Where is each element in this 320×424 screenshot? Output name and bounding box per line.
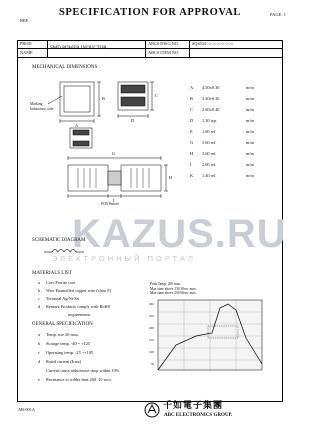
material-text: requirements xyxy=(68,312,91,317)
mechanical-heading: MECHANICAL DIMENSIONS xyxy=(32,65,98,70)
material-text: Remark Products comply with RoHS' xyxy=(46,304,111,309)
name-label: NAME xyxy=(20,49,33,55)
dim-key: I xyxy=(190,162,192,167)
item-label: ABCS ITEM NO. xyxy=(148,49,180,55)
dim-letter-d: D xyxy=(131,118,135,123)
dim-unit: m/m xyxy=(246,96,254,101)
y-tick: 150 xyxy=(149,338,154,342)
dim-value: 5.60 ref. xyxy=(202,140,217,145)
dim-letter-h: H xyxy=(169,175,173,180)
spec-text: Rated current (Irms) xyxy=(46,359,82,364)
general-heading: GENERAL SPECIFICATION xyxy=(32,322,93,327)
company-name-en: ABC ELECTRONICS GROUP. xyxy=(164,413,233,418)
page-number: PAGE: 1 xyxy=(270,12,286,17)
reflow-legend-line: Max time above 230 30sec max. xyxy=(150,286,197,291)
dim-value: 1.40 ref. xyxy=(202,173,217,178)
product-name: SMD POWER INDUCTOR xyxy=(50,46,107,51)
y-tick: 200 xyxy=(149,326,154,330)
schematic-heading: SCHEMATIC DIAGRAM xyxy=(32,238,86,243)
pcb-pattern-label: PCB Pattern xyxy=(101,202,119,206)
dim-key: E xyxy=(190,129,193,134)
dwg-label: ABCS DWG NO. xyxy=(148,41,179,46)
prod-label: PROD. xyxy=(20,41,33,46)
material-key: c xyxy=(38,296,40,301)
spec-key: d xyxy=(38,359,41,364)
dim-value: 1.60 ref. xyxy=(202,129,217,134)
spec-text: Resistance to solder heat 260 .10 secs. xyxy=(46,377,112,382)
dim-value: 4.50±0.30 xyxy=(202,85,220,90)
material-text: Terminal Ag/Ni/Sn xyxy=(46,296,79,301)
watermark-subtitle: ЭЛЕКТРОННЫЙ ПОРТАЛ xyxy=(52,254,196,263)
dim-letter-i: I xyxy=(113,198,115,203)
dwg-value: SQ4532○○○○○○○-○○○ xyxy=(192,41,234,46)
dim-letter-g: G xyxy=(112,151,116,156)
dim-letter-a: A xyxy=(75,123,79,128)
dim-unit: m/m xyxy=(246,162,254,167)
dim-letter-c: C xyxy=(155,93,158,98)
document-title: SPECIFICATION FOR APPROVAL xyxy=(58,7,242,18)
dim-unit: m/m xyxy=(246,129,254,134)
ref-label: REF : xyxy=(20,18,31,23)
spec-text: Temp. rise 20 max. xyxy=(46,332,79,337)
dim-unit: m/m xyxy=(246,173,254,178)
dim-value: 2.60±0.40 xyxy=(202,107,220,112)
y-tick: 100 xyxy=(149,350,154,354)
spec-text: Storage temp. -40 ~ +125 xyxy=(46,341,91,346)
reflow-legend-line: Peak Temp. 260 max. xyxy=(150,282,182,286)
marking-label: Marking xyxy=(30,102,43,106)
dim-unit: m/m xyxy=(246,151,254,156)
dim-value: 3.60 ref. xyxy=(202,151,217,156)
material-key: d xyxy=(38,304,41,309)
spec-key: e xyxy=(38,377,40,382)
spec-key: b xyxy=(38,341,41,346)
spec-key: a xyxy=(38,332,40,337)
dim-key: A xyxy=(190,85,194,90)
watermark-logo: KAZUS.RU xyxy=(72,212,287,256)
company-name-cn: 千如電子集團 xyxy=(163,401,224,411)
reflow-legend-line: Max time above 200 60sec max. xyxy=(150,291,197,295)
dim-unit: m/m xyxy=(246,140,254,145)
material-text: Core Ferrite core xyxy=(46,280,76,285)
dim-unit: m/m xyxy=(246,118,254,123)
y-tick: 50 xyxy=(151,362,155,366)
material-text: Wire Enamelled copper wire (class F) xyxy=(46,288,112,293)
material-key: a xyxy=(38,280,40,285)
material-key: b xyxy=(38,288,41,293)
dim-value: 3.20±0.30 xyxy=(202,96,220,101)
dim-value: 2.00 ref. xyxy=(202,162,217,167)
marking-sublabel: Inductance code xyxy=(30,107,54,111)
form-code: AR-001A xyxy=(18,407,35,412)
dim-key: K xyxy=(190,173,194,178)
dim-letter-b: B xyxy=(102,96,105,101)
dim-key: H xyxy=(190,151,194,156)
dim-value: 1.30 typ. xyxy=(202,118,218,123)
spec-text: Current cause inductance drop within 10% xyxy=(46,368,120,373)
dim-key: C xyxy=(190,107,193,112)
dim-key: B xyxy=(190,96,193,101)
spec-key: c xyxy=(38,350,40,355)
dim-key: G xyxy=(190,140,194,145)
materials-heading: MATERIALS LIST xyxy=(32,271,72,276)
spec-text: Operating temp. -25 ~+105 xyxy=(46,350,93,355)
y-tick: 250 xyxy=(149,314,154,318)
dim-unit: m/m xyxy=(246,85,254,90)
y-tick: 300 xyxy=(149,302,154,306)
dim-unit: m/m xyxy=(246,107,254,112)
dim-key: D xyxy=(190,118,194,123)
